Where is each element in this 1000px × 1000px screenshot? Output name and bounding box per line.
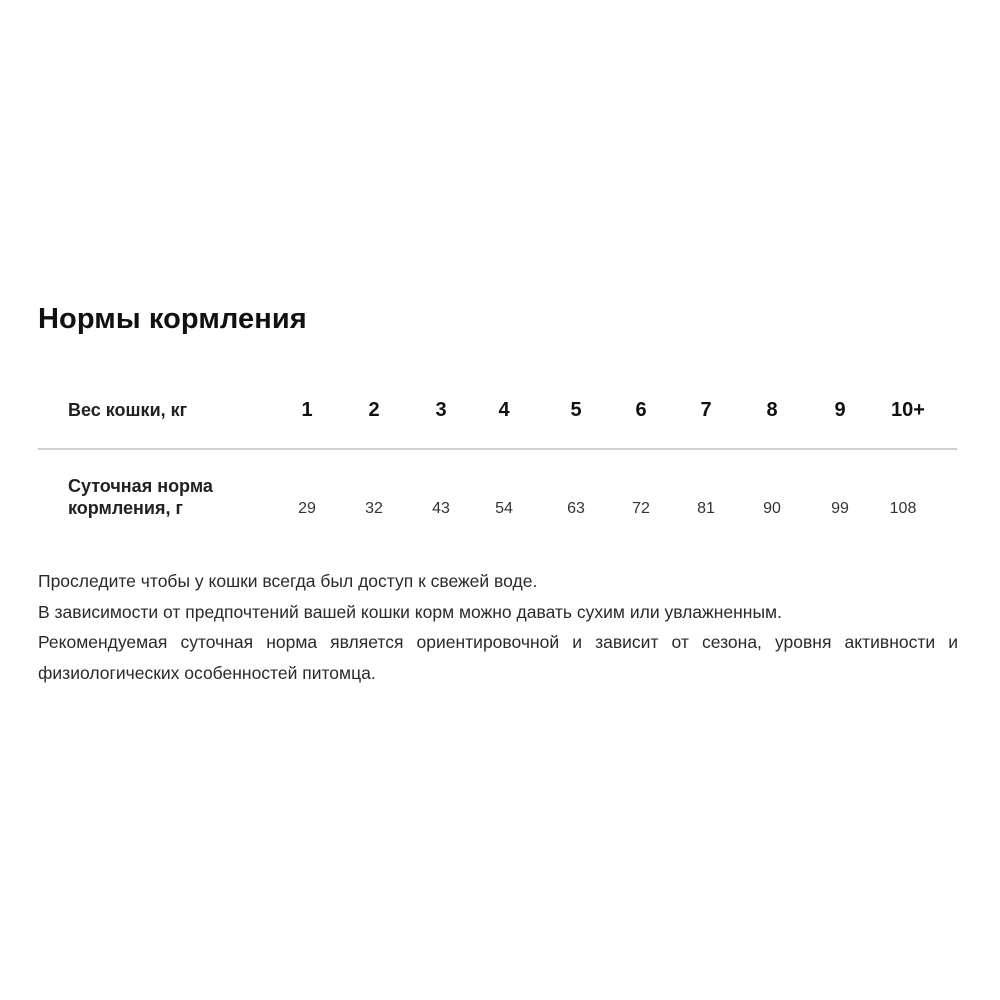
weight-cell-5: 5 <box>570 399 582 421</box>
feeding-notes <box>38 566 968 688</box>
weight-cell-4: 4 <box>498 399 510 421</box>
note-dry-or-moist: В зависимости от предпочтений вашей кошки корм можно давать сухим или увлажненным. <box>38 601 782 622</box>
note-water: Проследите чтобы у кошки всегда был доступ к свежей воде. <box>38 571 538 591</box>
norm-row-label <box>68 475 213 519</box>
norm-cell-8: 90 <box>763 500 781 517</box>
norm-cell-9: 99 <box>831 500 849 517</box>
note-daily-norm: Рекомендуемая суточная норма является ориентировочной и зависит от сезона, уровня активности и физиологических особенностей питомца. <box>38 632 958 683</box>
norm-row-label-line1: Суточная норма <box>68 476 213 496</box>
norm-cell-10: 108 <box>889 500 917 517</box>
weight-cell-6: 6 <box>635 399 647 421</box>
norm-cell-1: 29 <box>298 500 316 517</box>
weight-row-label: Вес кошки, кг <box>68 400 188 420</box>
weight-cell-8: 8 <box>766 399 778 421</box>
weight-cell-9: 9 <box>834 399 846 421</box>
weight-cell-10: 10+ <box>891 399 925 421</box>
weight-cell-7: 7 <box>700 399 712 421</box>
table-divider <box>38 448 957 450</box>
norm-cell-3: 43 <box>432 500 450 517</box>
norm-cell-6: 72 <box>632 500 650 517</box>
norm-cell-5: 63 <box>567 500 585 517</box>
weight-cell-2: 2 <box>368 399 380 421</box>
norm-cell-2: 32 <box>365 500 383 517</box>
norm-cell-4: 54 <box>495 500 513 517</box>
norm-cell-7: 81 <box>697 500 715 517</box>
weight-cell-1: 1 <box>301 399 313 421</box>
page-title: Нормы кормления <box>38 303 307 335</box>
norm-row-label-line2: кормления, г <box>68 498 183 518</box>
weight-cell-3: 3 <box>435 399 447 421</box>
